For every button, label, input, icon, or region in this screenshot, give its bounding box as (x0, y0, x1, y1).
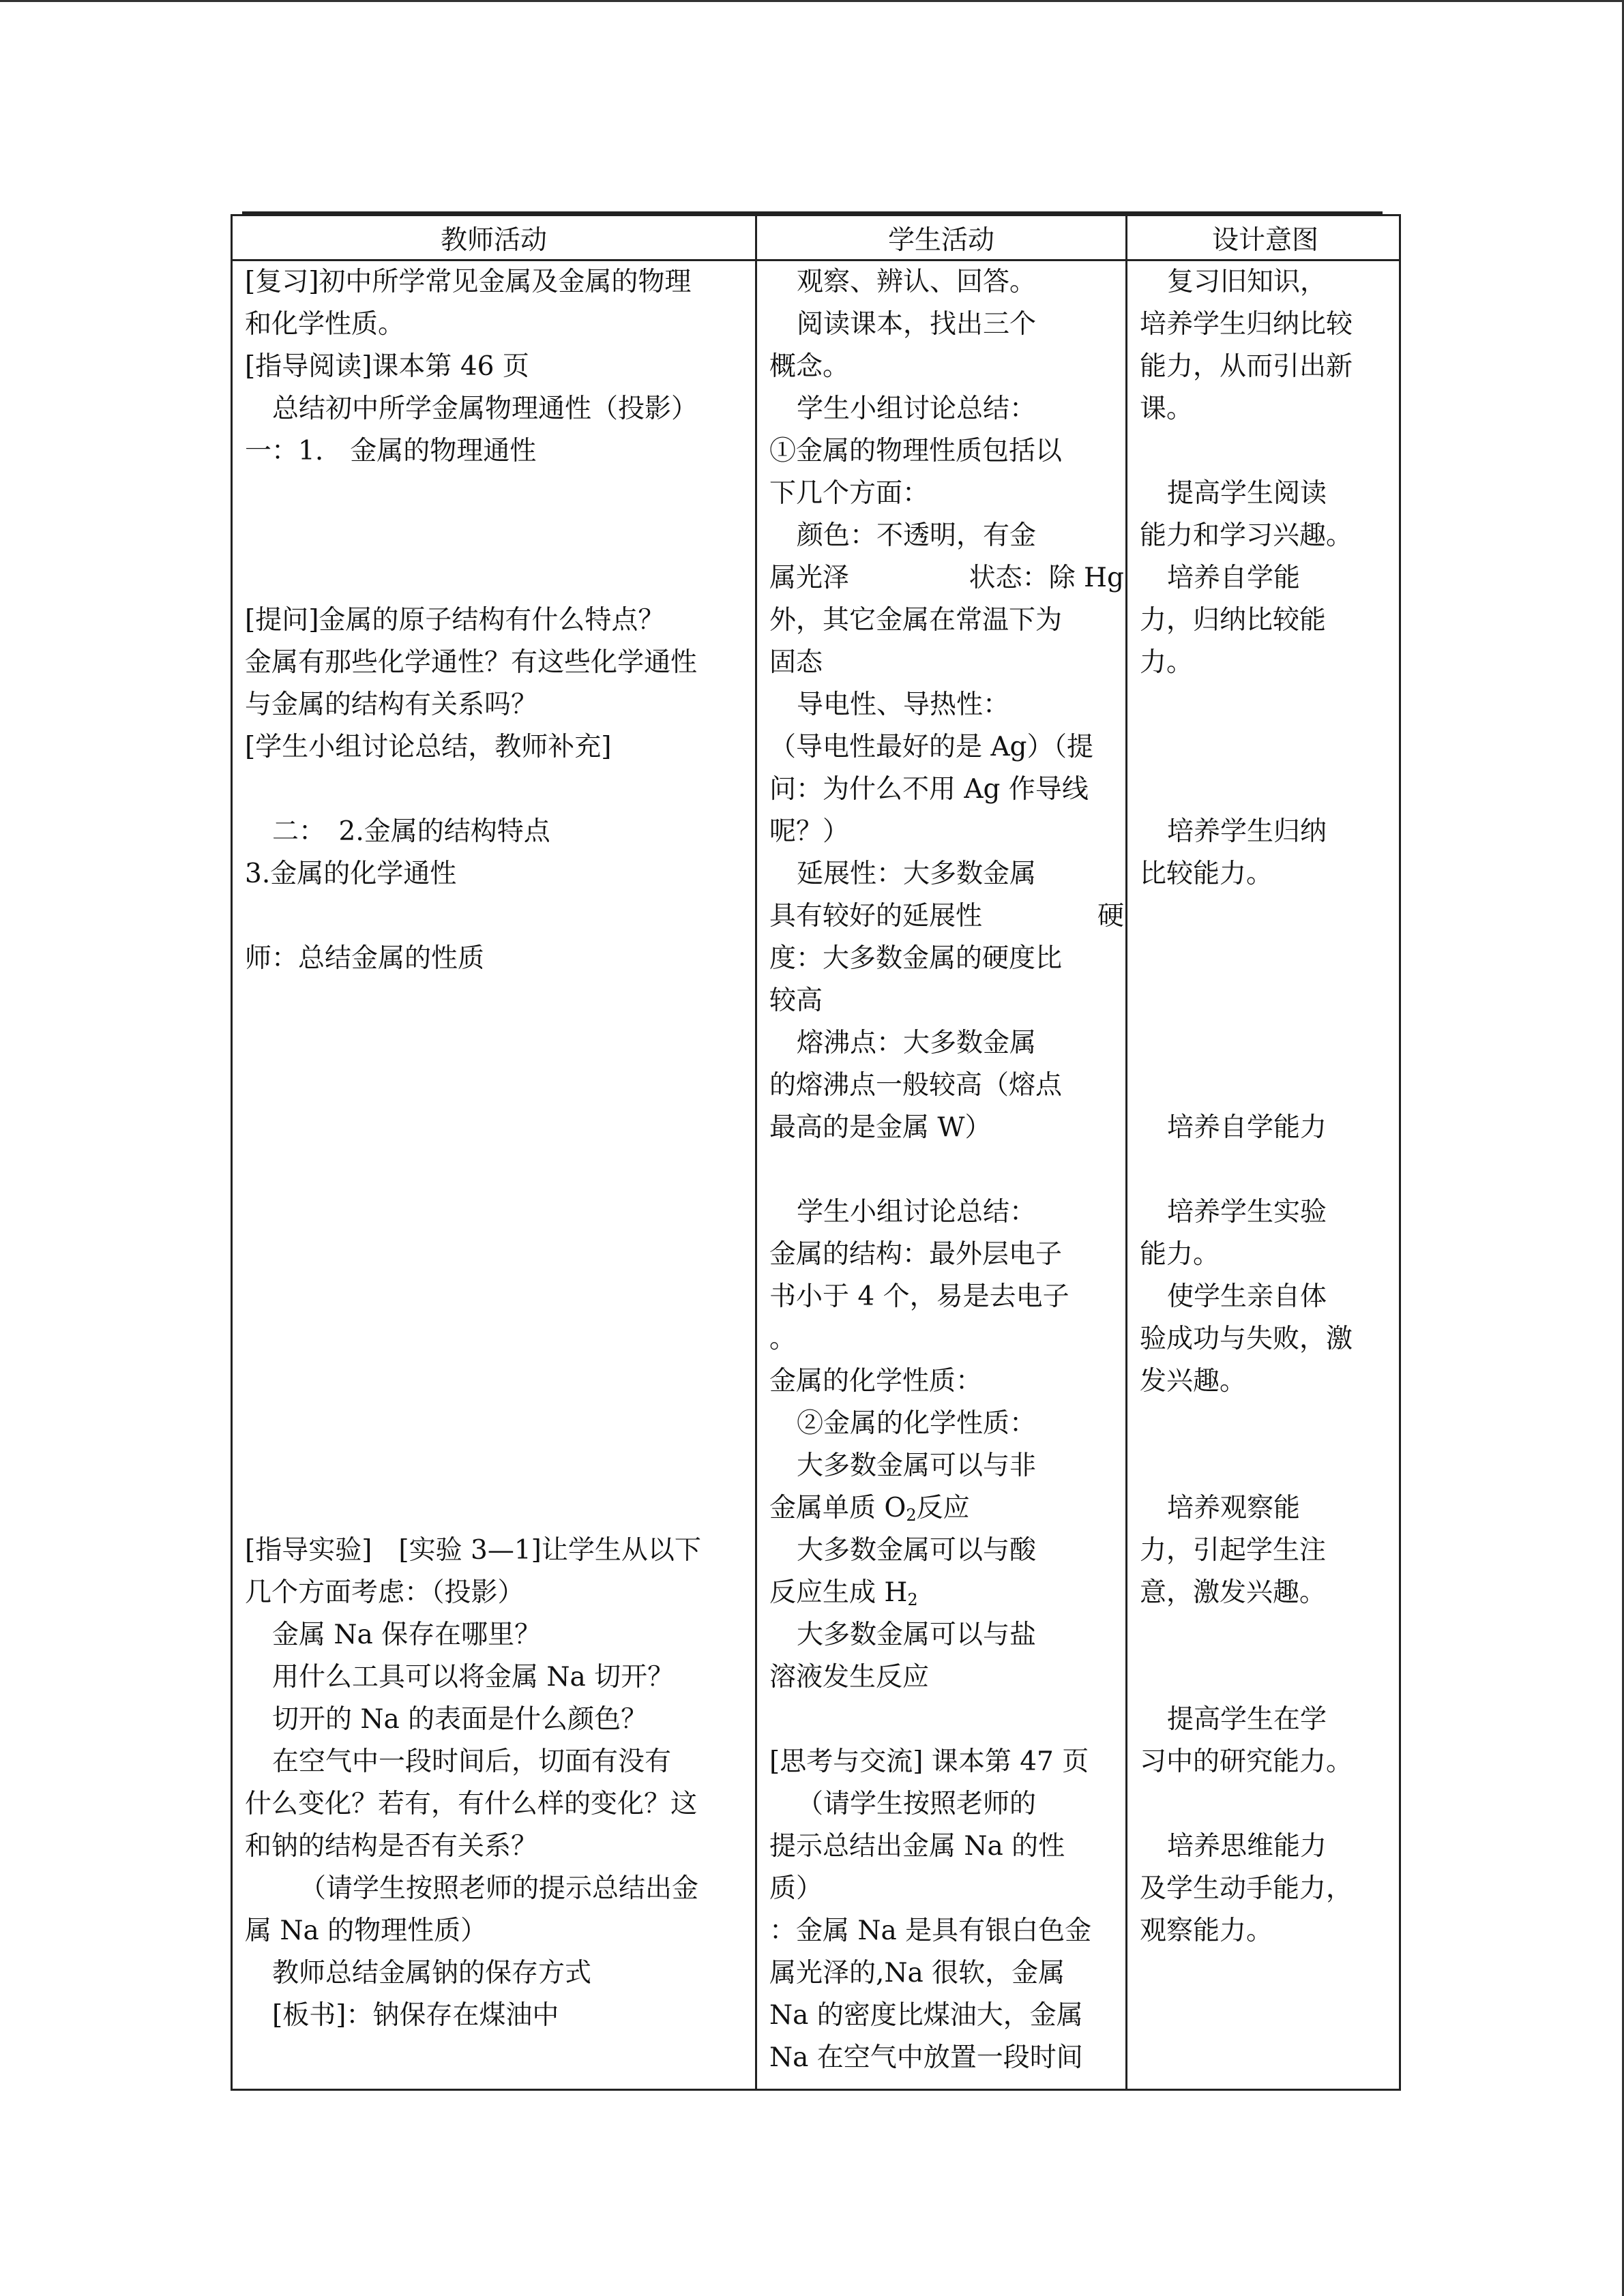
text-segment: 属光泽 (769, 563, 850, 593)
text-line: 发兴趣。 (1140, 1366, 1247, 1397)
text-line: 二： 2.金属的结构特点 (272, 816, 550, 847)
text-line: 的熔沸点一般较高（熔点 (769, 1070, 1063, 1101)
text-line: （请学生按照老师的提示总结出金 (299, 1873, 699, 1904)
text-line: 颜色：不透明，有金 (797, 520, 1037, 551)
text-line: 固态 (769, 647, 823, 678)
text-line: 导电性、导热性： (797, 689, 1010, 720)
text-line: 金属有那些化学通性？有这些化学通性 (245, 647, 698, 678)
text-line: （请学生按照老师的 (797, 1789, 1037, 1819)
design-intent-column (1140, 261, 1399, 1952)
text-line: 几个方面考虑：（投影） (245, 1577, 525, 1608)
text-line: ：金属 Na 是具有银白色金 (769, 1915, 1092, 1946)
text-line: 和钠的结构是否有关系？ (245, 1831, 538, 1862)
text-line: 熔沸点：大多数金属 (797, 1028, 1037, 1058)
subscript: 2 (906, 1506, 917, 1525)
text-line: 培养自学能 (1167, 563, 1301, 593)
column-divider-2 (1125, 216, 1127, 2089)
text-line: 培养观察能 (1167, 1493, 1301, 1523)
text-line (769, 1572, 1124, 1614)
text-line: 意，激发兴趣。 (1140, 1577, 1327, 1608)
text-line: 溶液发生反应 (769, 1662, 930, 1693)
text-line: 呢？） (769, 816, 850, 847)
text-line: 比较能力。 (1140, 859, 1273, 889)
subscript: 2 (907, 1590, 918, 1609)
page-border-top (0, 0, 1624, 2)
lesson-plan-table (231, 214, 1401, 2091)
text-line: [指导实验] [实验 3—1]让学生从以下 (245, 1535, 701, 1566)
text-line: 金属的化学性质： (769, 1366, 983, 1397)
text-line: 能力。 (1140, 1239, 1220, 1270)
text-line (769, 557, 1124, 599)
text-line: 总结初中所学金属物理通性（投影） (272, 393, 698, 424)
text-segment: 硬 (1097, 901, 1124, 931)
text-segment: 状态：除 Hg (969, 563, 1124, 593)
text-line: 习中的研究能力。 (1140, 1746, 1353, 1777)
text-line: 提高学生阅读 (1167, 478, 1327, 509)
text-line: 金属 Na 保存在哪里？ (272, 1620, 542, 1650)
text-line: 学生小组讨论总结： (797, 393, 1037, 424)
text-line: 培养思维能力 (1167, 1831, 1327, 1862)
text-line: 延展性：大多数金属 (797, 859, 1037, 889)
text-line (769, 1487, 1124, 1530)
text-line: 提示总结出金属 Na 的性 (769, 1831, 1065, 1862)
text-line: 度：大多数金属的硬度比 (769, 943, 1063, 974)
text-segment: 反应 (916, 1493, 970, 1523)
text-line: 力。 (1140, 647, 1194, 678)
text-line: 。 (769, 1324, 797, 1354)
text-line: Na 的密度比煤油大，金属 (769, 2000, 1083, 2031)
text-line: 阅读课本，找出三个 (797, 309, 1037, 340)
text-line: [提问]金属的原子结构有什么特点？ (245, 605, 665, 636)
text-line: 大多数金属可以与盐 (797, 1620, 1037, 1650)
text-line: 金属的结构：最外层电子 (769, 1239, 1063, 1270)
header-teacher-activity: 教师活动 (440, 224, 547, 256)
text-segment: 金属单质 O (769, 1493, 906, 1523)
teacher-activity-column (245, 261, 750, 2037)
text-line: 问：为什么不用 Ag 作导线 (769, 774, 1089, 805)
text-line: 力，归纳比较能 (1140, 605, 1327, 636)
text-line: 概念。 (769, 351, 850, 382)
text-line: 书小于 4 个，易是去电子 (769, 1281, 1069, 1312)
text-segment: 反应生成 H (769, 1577, 908, 1608)
text-line: [复习]初中所学常见金属及金属的物理 (245, 267, 692, 297)
text-line: 大多数金属可以与酸 (797, 1535, 1037, 1566)
text-line: 验成功与失败，激 (1140, 1324, 1353, 1354)
column-divider-1 (755, 216, 757, 2089)
text-line: 切开的 Na 的表面是什么颜色？ (272, 1704, 648, 1735)
text-line: 最高的是金属 W） (769, 1112, 992, 1143)
text-line: 3.金属的化学通性 (245, 859, 457, 889)
text-line: 一：1. 金属的物理通性 (245, 436, 537, 466)
text-line: 能力，从而引出新 (1140, 351, 1353, 382)
text-segment: 具有较好的延展性 (769, 901, 983, 931)
text-line: 培养学生归纳比较 (1140, 309, 1353, 340)
text-line: Na 在空气中放置一段时间 (769, 2042, 1083, 2073)
text-line: ①金属的物理性质包括以 (769, 436, 1063, 466)
text-line: 培养学生实验 (1167, 1197, 1327, 1227)
text-line: 观察、辨认、回答。 (797, 267, 1037, 297)
text-line: 什么变化？若有，有什么样的变化？这 (245, 1789, 698, 1819)
text-line: 在空气中一段时间后，切面有没有 (272, 1746, 672, 1777)
header-design-intent: 设计意图 (1211, 224, 1318, 256)
text-line: 用什么工具可以将金属 Na 切开？ (272, 1662, 675, 1693)
text-line: ②金属的化学性质： (797, 1408, 1037, 1439)
text-line: 能力和学习兴趣。 (1140, 520, 1353, 551)
text-line: 观察能力。 (1140, 1915, 1273, 1946)
text-line: 及学生动手能力， (1140, 1873, 1353, 1904)
text-line: 质） (769, 1873, 823, 1904)
text-line (769, 895, 1124, 938)
text-line: [学生小组讨论总结，教师补充] (245, 732, 612, 762)
text-line: 外，其它金属在常温下为 (769, 605, 1063, 636)
text-line: 属光泽的,Na 很软，金属 (769, 1958, 1065, 1988)
text-line: 师：总结金属的性质 (245, 943, 485, 974)
text-line: 较高 (769, 985, 823, 1016)
text-line: 力，引起学生注 (1140, 1535, 1327, 1566)
text-line: [思考与交流] 课本第 47 页 (769, 1746, 1089, 1777)
text-line: 使学生亲自体 (1167, 1281, 1327, 1312)
text-line: （导电性最好的是 Ag）（提 (769, 732, 1094, 762)
text-line: [板书]：钠保存在煤油中 (272, 2000, 559, 2031)
text-line: 和化学性质。 (245, 309, 405, 340)
text-line: 培养自学能力 (1167, 1112, 1327, 1143)
text-line: 课。 (1140, 393, 1194, 424)
student-activity-column (769, 261, 1124, 2079)
text-line: [指导阅读]课本第 46 页 (245, 351, 529, 382)
header-student-activity: 学生活动 (887, 224, 994, 256)
text-line: 下几个方面： (769, 478, 930, 509)
text-line: 属 Na 的物理性质） (245, 1915, 488, 1946)
text-line: 与金属的结构有关系吗？ (245, 689, 538, 720)
text-line: 复习旧知识， (1167, 267, 1327, 297)
text-line: 教师总结金属钠的保存方式 (272, 1958, 592, 1988)
text-line: 培养学生归纳 (1167, 816, 1327, 847)
text-line: 大多数金属可以与非 (797, 1450, 1037, 1481)
text-line: 提高学生在学 (1167, 1704, 1327, 1735)
text-line: 学生小组讨论总结： (797, 1197, 1037, 1227)
